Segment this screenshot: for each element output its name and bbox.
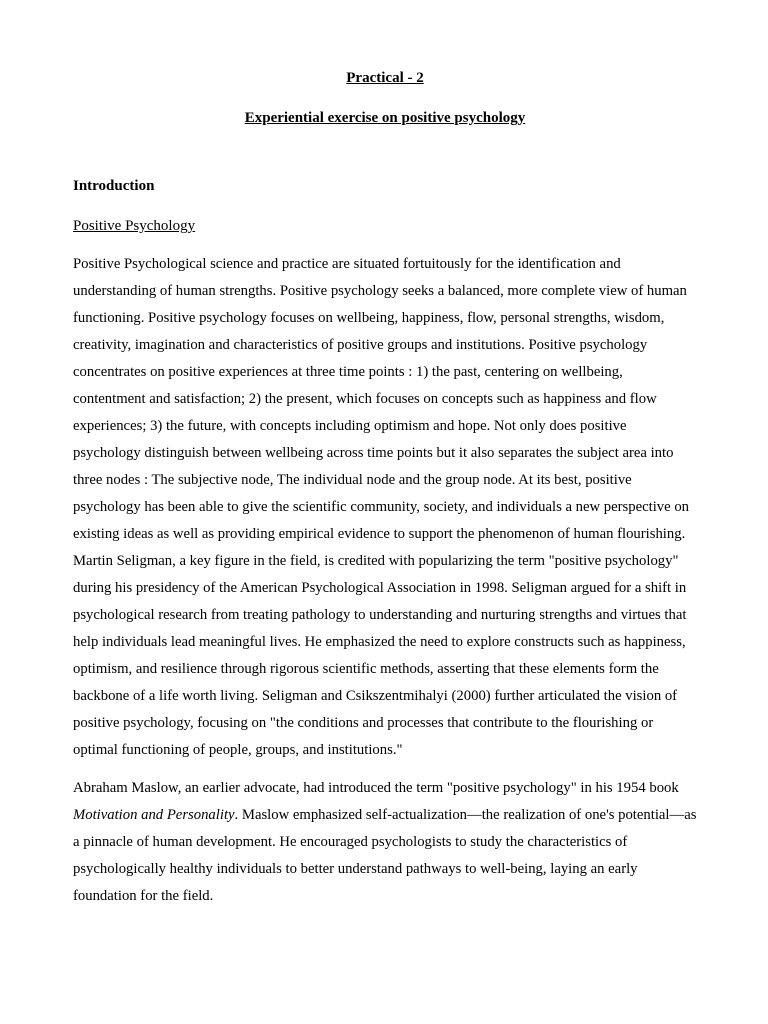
- book-title: Motivation and Personality: [73, 807, 235, 823]
- paragraph-2-text-end: . Maslow emphasized self-actualization—the realization of one's potential—as a pinnacle of human development. He encouraged psychologists to study the characteristics of psychologically healthy individuals to better understand pathways to well-being, laying an early foundation for the field.: [73, 807, 697, 904]
- paragraph-2-text-start: Abraham Maslow, an earlier advocate, had introduced the term "positive psychology" in his 1954 book: [73, 780, 679, 796]
- paragraph-1: Positive Psychological science and practice are situated fortuitously for the identification and understanding of human strengths. Positive psychology seeks a balanced, more complete view of human functioning. Positive psychology focuses on wellbeing, happiness, flow, personal strengths, wisdom, creativity, imagination and characteristics of positive groups and institutions. Positive psychology concentrates on positive experiences at three time points : 1) the past, centering on wellbeing, contentment and satisfaction; 2) the present, which focuses on concepts such as happiness and flow experiences; 3) the future, with concepts including optimism and hope. Not only does positive psychology distinguish between wellbeing across time points but it also separates the subject area into three nodes : The subjective node, The individual node and the group node. At its best, positive psychology has been able to give the scientific community, society, and individuals a new perspective on existing ideas as well as providing empirical evidence to support the phenomenon of human flourishing. Martin Seligman, a key figure in the field, is credited with popularizing the term "positive psychology" during his presidency of the American Psychological Association in 1998. Seligman argued for a shift in psychological research from treating pathology to understanding and nurturing strengths and virtues that help individuals lead meaningful lives. He emphasized the need to explore constructs such as happiness, optimism, and resilience through rigorous scientific methods, asserting that these elements form the backbone of a life worth living. Seligman and Csikszentmihalyi (2000) further articulated the vision of positive psychology, focusing on "the conditions and processes that contribute to the flourishing or optimal functioning of people, groups, and institutions.": [73, 256, 690, 758]
- document-page: [73, 66, 697, 910]
- document-subtitle: Experiential exercise on positive psychology: [244, 110, 526, 126]
- section-heading: Introduction: [73, 178, 155, 194]
- document-title: Practical - 2: [346, 70, 424, 86]
- paragraph-2: [73, 775, 697, 910]
- sub-heading: Positive Psychology: [73, 218, 196, 234]
